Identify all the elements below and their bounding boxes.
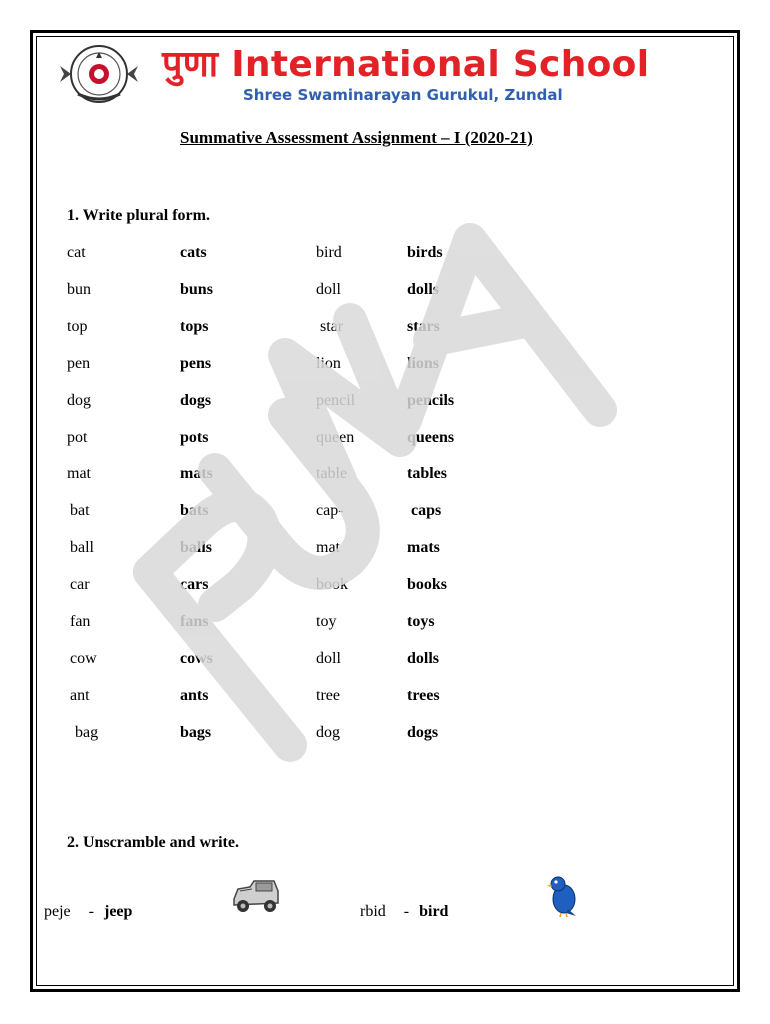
singular-word: pencil: [316, 392, 356, 409]
plural-answer: dolls: [407, 650, 440, 667]
singular-word: tree: [316, 687, 340, 704]
singular-word: cap-: [316, 502, 344, 519]
page-title: Summative Assessment Assignment – I (2020-21): [180, 128, 533, 147]
singular-word: doll: [316, 650, 341, 667]
plural-answer: tables: [407, 465, 447, 482]
plural-answer: mats: [407, 539, 440, 556]
plural-answer: birds: [407, 244, 443, 261]
answer-word: jeep: [103, 903, 133, 920]
plural-answer: tops: [180, 318, 209, 335]
plural-answer: buns: [180, 281, 213, 298]
bird-icon: [546, 875, 580, 917]
singular-word: toy: [316, 613, 337, 630]
singular-word: ant: [70, 687, 90, 704]
plural-answer: bags: [180, 724, 212, 741]
plural-answer: balls: [180, 539, 213, 556]
singular-word: doll: [316, 281, 341, 298]
plural-answer: pens: [180, 355, 212, 372]
plural-answer: dolls: [407, 281, 440, 298]
singular-word: bag: [75, 724, 99, 741]
plural-answer: cars: [180, 576, 209, 593]
answer-word: bird: [419, 903, 449, 920]
plural-answer: ants: [180, 687, 209, 704]
singular-word: dog: [67, 392, 91, 409]
plural-answer: queens: [407, 429, 455, 446]
plural-answer: dogs: [407, 724, 439, 741]
scrambled-word: peje: [44, 903, 71, 920]
separator: -: [88, 903, 94, 920]
plural-answer: dogs: [180, 392, 212, 409]
singular-word: table: [316, 465, 348, 482]
school-subtitle: Shree Swaminarayan Gurukul, Zundal: [243, 86, 563, 104]
singular-word: mat: [67, 465, 91, 482]
singular-word: bird: [316, 244, 342, 261]
plural-answer: pots: [180, 429, 209, 446]
singular-word: pen: [67, 355, 91, 372]
plural-answer: caps: [411, 502, 442, 519]
plural-answer: toys: [407, 613, 435, 630]
unscramble-item-bird: [360, 903, 448, 921]
singular-word: fan: [70, 613, 91, 630]
plural-answer: mats: [180, 465, 213, 482]
plural-answer: bats: [180, 502, 209, 519]
singular-word: top: [67, 318, 88, 335]
scrambled-word: rbid: [360, 903, 386, 920]
singular-word: pot: [67, 429, 88, 446]
unscramble-item-jeep: [44, 903, 132, 921]
singular-word: mat: [316, 539, 340, 556]
singular-word: queen: [316, 429, 355, 446]
singular-word: ball: [70, 539, 94, 556]
singular-word: cat: [67, 244, 86, 261]
singular-word: car: [70, 576, 90, 593]
singular-word: dog: [316, 724, 340, 741]
question-2-heading: 2. Unscramble and write.: [67, 834, 239, 851]
singular-word: bat: [70, 502, 90, 519]
singular-word: star: [320, 318, 344, 335]
jeep-icon: [230, 877, 282, 915]
plural-answer: cows: [180, 650, 213, 667]
plural-answer: cats: [180, 244, 207, 261]
question-1-heading: 1. Write plural form.: [67, 207, 210, 224]
plural-answer: books: [407, 576, 448, 593]
plural-answer: fans: [180, 613, 209, 630]
singular-word: lion: [316, 355, 341, 372]
plural-answer: trees: [407, 687, 440, 704]
plural-answer: stars: [407, 318, 440, 335]
separator: -: [403, 903, 410, 920]
school-name: पुणा International School: [162, 44, 650, 85]
singular-word: cow: [70, 650, 97, 667]
singular-word: bun: [67, 281, 91, 298]
school-emblem-icon: [56, 44, 142, 104]
plural-answer: pencils: [407, 392, 455, 409]
singular-word: book: [316, 576, 348, 593]
plural-answer: lions: [407, 355, 440, 372]
